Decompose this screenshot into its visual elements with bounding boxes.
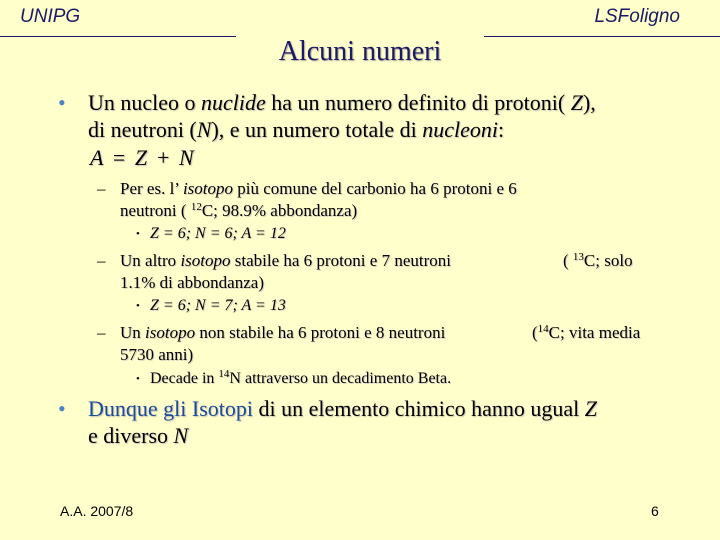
mass-number: 12 xyxy=(190,201,202,213)
text: N attraverso un decadimento Beta. xyxy=(229,370,452,387)
sub-3-line-2 xyxy=(120,344,690,366)
detail-text: Z = 6; N = 6; A = 12 xyxy=(150,225,286,242)
sub-3-aside xyxy=(532,322,640,344)
text: Decade in xyxy=(150,370,219,387)
text: 5730 anni) xyxy=(120,345,194,364)
bullet-2-marker: • xyxy=(58,396,66,421)
text: : xyxy=(498,117,505,142)
sub-3-dash: – xyxy=(97,323,106,342)
text: più comune del carbonio ha 6 protoni e 6 xyxy=(233,179,517,198)
sub-2-detail xyxy=(150,296,286,316)
text: C; solo xyxy=(583,251,633,270)
sub-1-detail xyxy=(150,224,286,244)
isotopo-term: isotopo xyxy=(182,179,234,198)
text: Un altro xyxy=(120,251,181,270)
sub-3-detail-marker: • xyxy=(136,373,140,385)
text: 1.1% di abbondanza) xyxy=(120,273,264,292)
text: ), e un numero totale di xyxy=(211,117,423,142)
bullet-1-marker: • xyxy=(58,90,66,115)
bullet-2-line-2 xyxy=(88,422,708,449)
text: ( xyxy=(563,251,573,270)
isotopo-term: isotopo xyxy=(180,251,231,270)
sub-1-dash: – xyxy=(97,179,106,198)
text: stabile ha 6 protoni e 7 neutroni xyxy=(230,251,451,270)
formula: A = Z + N xyxy=(90,145,194,170)
sub-2-dash: – xyxy=(97,251,106,270)
text: Per es. l’ xyxy=(120,179,183,198)
bullet-2-line-1 xyxy=(88,395,708,422)
bullet-1-line-2 xyxy=(88,116,708,143)
n-symbol: N xyxy=(173,423,189,448)
sub-1-line-1 xyxy=(120,178,690,200)
text: di un elemento chimico hanno ugual xyxy=(253,396,585,421)
text: di neutroni ( xyxy=(88,117,197,142)
sub-2-aside xyxy=(563,250,633,272)
mass-number: 14 xyxy=(218,368,230,380)
bullet-1-line-1 xyxy=(88,89,708,116)
text: Un xyxy=(120,323,146,342)
isotopi-term: Dunque gli Isotopi xyxy=(88,396,253,421)
text: ), xyxy=(582,90,596,115)
sub-1-line-2 xyxy=(120,200,690,222)
footer-academic-year: A.A. 2007/8 xyxy=(60,503,134,519)
header-left: UNIPG xyxy=(20,6,81,27)
n-symbol: N xyxy=(196,117,212,142)
text: non stabile ha 6 protoni e 8 neutroni xyxy=(195,323,446,342)
z-symbol: Z xyxy=(584,396,598,421)
text: neutroni ( xyxy=(120,201,191,220)
z-symbol: Z xyxy=(570,90,583,115)
detail-text: Z = 6; N = 7; A = 13 xyxy=(150,297,286,314)
text: C; 98.9% abbondanza) xyxy=(201,201,358,220)
sub-1-detail-marker: • xyxy=(136,228,140,240)
header-right: LSFoligno xyxy=(594,6,680,27)
isotopo-term: isotopo xyxy=(145,323,196,342)
text: ha un numero definito di protoni( xyxy=(265,90,571,115)
slide-title: Alcuni numeri xyxy=(278,36,442,67)
sub-2-line-2 xyxy=(120,272,690,294)
text: ( xyxy=(532,323,538,342)
text: Un nucleo o xyxy=(88,90,202,115)
page-number: 6 xyxy=(651,503,659,519)
sub-2-detail-marker: • xyxy=(136,300,140,312)
sub-3-detail xyxy=(150,369,451,389)
mass-number: 13 xyxy=(572,251,584,263)
text: e diverso xyxy=(88,423,174,448)
mass-number: 14 xyxy=(537,323,549,335)
text: C; vita media xyxy=(548,323,641,342)
nucleoni-term: nucleoni xyxy=(422,117,498,142)
nuclide-term: nuclide xyxy=(201,90,266,115)
